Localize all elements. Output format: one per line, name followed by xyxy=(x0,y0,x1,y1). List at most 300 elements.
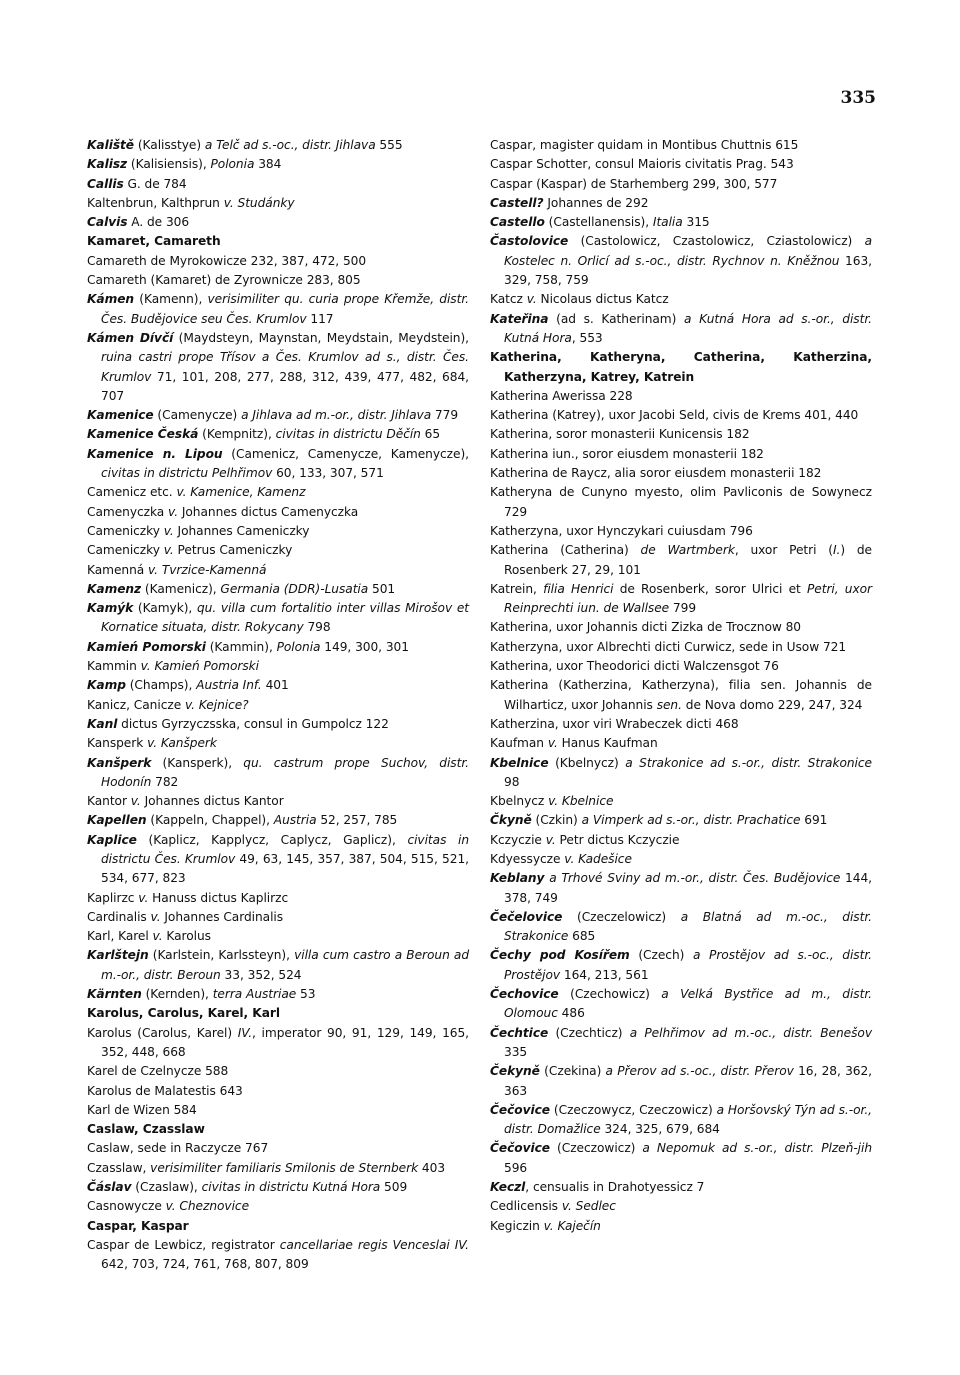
entry-text: Cedlicensis xyxy=(490,1199,562,1214)
index-entry xyxy=(490,406,872,425)
entry-text: 401 xyxy=(261,678,289,693)
index-entry xyxy=(490,445,872,464)
index-entry xyxy=(490,908,872,947)
entry-italic-text: Austria xyxy=(273,813,317,828)
entry-text: Hanus Kaufman xyxy=(557,736,658,751)
entry-italic-text: Polonia xyxy=(276,639,321,654)
entry-italic-text: a Strakonice ad s.-or., distr. Strakonice xyxy=(625,755,872,770)
entry-headword: Čkyně xyxy=(490,813,532,828)
entry-text: (Kammin), xyxy=(205,639,277,654)
entry-text: (Czech) xyxy=(629,948,693,963)
index-entry xyxy=(490,754,872,793)
index-entry xyxy=(490,213,872,232)
entry-italic-text: villa cum castro a Beroun ad m.-or., distr. Beroun xyxy=(101,948,470,982)
index-heading xyxy=(87,1217,469,1236)
index-entry xyxy=(490,1101,872,1140)
entry-text: 52, 257, 785 xyxy=(316,813,398,828)
entry-headword: Kamaret, Camareth xyxy=(87,234,221,249)
entry-text: (Czechticz) xyxy=(548,1025,630,1040)
entry-headword: Keblany xyxy=(490,871,545,886)
entry-headword: Kamýk xyxy=(87,601,134,616)
entry-text: Katrein, xyxy=(490,581,544,596)
index-entry xyxy=(490,1178,872,1197)
entry-text: Caspar de Lewbicz, registrator xyxy=(87,1237,280,1252)
entry-text: Johannes Cardinalis xyxy=(160,909,284,924)
index-entry xyxy=(490,1139,872,1178)
entry-text: 65 xyxy=(420,427,441,442)
entry-headword: Callis xyxy=(87,176,124,191)
index-entry xyxy=(490,1062,872,1101)
entry-headword: Kärnten xyxy=(87,987,142,1002)
entry-text: 685 xyxy=(568,929,596,944)
index-entry xyxy=(490,483,872,522)
entry-text: 798 xyxy=(303,620,331,635)
entry-text: Camenicz etc. xyxy=(87,485,177,500)
entry-italic-text: v. Kanšperk xyxy=(147,736,217,751)
entry-italic-text: qu. castrum prope Suchov, distr. Hodonín xyxy=(101,755,470,789)
index-entry xyxy=(490,618,872,637)
entry-text: Petrus Cameniczky xyxy=(173,543,293,558)
entry-text: dictus Gyrzyczsska, consul in Gumpolcz 122 xyxy=(117,716,389,731)
index-entry xyxy=(87,1101,469,1120)
entry-text: Katcz xyxy=(490,292,527,307)
entry-headword: Kbelnice xyxy=(490,755,549,770)
entry-text: (Kalisiensis), xyxy=(127,157,211,172)
entry-text: (Czechowicz) xyxy=(558,987,662,1002)
entry-text: 149, 300, 301 xyxy=(320,639,409,654)
entry-italic-text: v. Sedlec xyxy=(561,1199,616,1214)
entry-text: (Czaslaw), xyxy=(131,1180,202,1195)
entry-text: Kantor xyxy=(87,794,131,809)
index-entry xyxy=(490,425,872,444)
entry-headword: Kamenice xyxy=(87,408,154,423)
entry-text: Kdyessycze xyxy=(490,851,565,866)
index-entry xyxy=(87,561,469,580)
entry-text: Nicolaus dictus Katcz xyxy=(536,292,669,307)
entry-text: 642, 703, 724, 761, 768, 807, 809 xyxy=(101,1257,309,1272)
entry-italic-text: v. Kamień Pomorski xyxy=(140,659,260,674)
entry-text: Katheryna de Cunyno myesto, olim Pavliconis de Sowynecz 729 xyxy=(490,485,872,519)
entry-italic-text: a Kostelec n. Orlicí ad s.-oc., distr. Rychnov n. Kněžnou xyxy=(504,234,872,268)
entry-text: Petr dictus Kczyczie xyxy=(555,832,680,847)
entry-text: Hanuss dictus Kaplirzc xyxy=(148,890,289,905)
entry-headword: Karlštejn xyxy=(87,948,149,963)
entry-text: (Camenicz, Camenycze, Kamenycze), xyxy=(222,446,469,461)
index-entry xyxy=(87,1178,469,1197)
entry-headword: Kanšperk xyxy=(87,755,152,770)
entry-text: (Kempnitz), xyxy=(198,427,276,442)
index-entry xyxy=(490,175,872,194)
entry-text: 403 xyxy=(418,1160,446,1175)
entry-text: 782 xyxy=(151,774,179,789)
entry-headword: Castell? xyxy=(490,195,544,210)
entry-text: 71, 101, 208, 277, 288, 312, 439, 477, 482, 684, 707 xyxy=(101,369,469,403)
entry-italic-text: ruina castri prope Třísov a Čes. Krumlov ad s., distr. Čes. Krumlov xyxy=(101,350,469,384)
entry-text: 509 xyxy=(380,1180,408,1195)
entry-headword: Kamenz xyxy=(87,581,142,596)
index-entry xyxy=(490,464,872,483)
index-entry xyxy=(87,889,469,908)
entry-italic-text: IV. xyxy=(237,1025,253,1040)
entry-text: Karl de Wizen 584 xyxy=(87,1102,197,1117)
index-entry xyxy=(87,425,469,444)
entry-text: (Kernden), xyxy=(141,987,213,1002)
entry-text: 117 xyxy=(306,311,334,326)
entry-text: (Karlstein, Karlssteyn), xyxy=(148,948,295,963)
entry-italic-text: Petri, uxor Reinprechti iun. de Wallsee xyxy=(504,581,872,616)
index-heading xyxy=(87,1120,469,1139)
index-entry xyxy=(87,754,469,793)
index-entry xyxy=(87,1236,469,1275)
index-entry xyxy=(490,290,872,309)
entry-text: G. de 784 xyxy=(123,176,187,191)
index-entry xyxy=(87,1197,469,1216)
entry-text: , uxor Petri ( xyxy=(734,543,833,558)
index-entry xyxy=(490,985,872,1024)
entry-text: Johannes dictus Kantor xyxy=(140,794,284,809)
entry-headword: Kamenice n. Lipou xyxy=(87,446,223,461)
entry-headword: Kamp xyxy=(87,678,126,693)
entry-text: (Czekina) xyxy=(539,1064,606,1079)
entry-text: (Czkin) xyxy=(531,813,582,828)
entry-italic-text: sen. xyxy=(656,697,682,712)
entry-italic-text: a Prostějov ad s.-oc., distr. Prostějov xyxy=(504,948,873,982)
entry-text: Katherzyna, uxor Albrechti dicti Curwicz, sede in Usow 721 xyxy=(490,639,847,654)
entry-text: 384 xyxy=(254,157,282,172)
entry-italic-text: v. xyxy=(130,794,141,809)
entry-headword: Kaliště xyxy=(87,138,135,152)
entry-text: 33, 352, 524 xyxy=(220,967,302,982)
index-entry xyxy=(87,213,469,232)
entry-text: Kczyczie xyxy=(490,832,546,847)
entry-text: Caspar, magister quidam in Montibus Chuttnis 615 xyxy=(490,138,799,152)
entry-italic-text: v. xyxy=(163,543,174,558)
entry-text: (Kalisstye) xyxy=(134,138,205,152)
index-entry xyxy=(87,908,469,927)
entry-italic-text: Austria Inf. xyxy=(196,678,262,693)
index-entry xyxy=(87,1159,469,1178)
entry-headword: Castello xyxy=(490,215,545,230)
entry-headword: Čechtice xyxy=(490,1025,549,1040)
entry-text: Karolus xyxy=(162,929,211,944)
entry-text: 335 xyxy=(504,1044,528,1059)
entry-headword: Kamień Pomorski xyxy=(87,639,206,654)
index-entry xyxy=(490,310,872,349)
entry-text: (Czeczelowicz) xyxy=(562,909,681,924)
entry-headword: Čáslav xyxy=(87,1180,132,1195)
entry-italic-text: a Kutná Hora ad s.-or., distr. Kutná Hora xyxy=(504,311,872,345)
index-entry xyxy=(490,1217,872,1236)
entry-text: Caspar Schotter, consul Maioris civitatis Prag. 543 xyxy=(490,157,794,172)
entry-text: 315 xyxy=(682,215,710,230)
index-entry xyxy=(87,734,469,753)
entry-headword: Kámen Dívčí xyxy=(87,330,174,345)
entry-text: (Kansperk), xyxy=(151,755,244,770)
entry-text: de Rosenberk, soror Ulrici et xyxy=(613,581,807,596)
entry-text: A. de 306 xyxy=(127,215,190,230)
entry-text: (Champs), xyxy=(125,678,197,693)
entry-text: Katherina (Catherina) xyxy=(490,543,641,558)
index-entry xyxy=(87,445,469,484)
index-entry xyxy=(490,792,872,811)
entry-headword: Kamenice Česká xyxy=(87,427,199,442)
page-number: 335 xyxy=(840,88,876,108)
entry-italic-text: v. Kbelnice xyxy=(548,794,614,809)
index-entry xyxy=(490,715,872,734)
entry-italic-text: Italia xyxy=(652,215,683,230)
entry-text: Caslaw, sede in Raczycze 767 xyxy=(87,1141,269,1156)
entry-italic-text: v. xyxy=(150,909,161,924)
entry-text: Karolus (Carolus, Karel) xyxy=(87,1025,238,1040)
entry-headword: Čečovice xyxy=(490,1141,551,1156)
entry-text: Cameniczky xyxy=(87,543,164,558)
index-entry xyxy=(87,136,469,155)
entry-italic-text: v. xyxy=(152,929,163,944)
entry-text: Kamenná xyxy=(87,562,149,577)
index-entry xyxy=(87,946,469,985)
entry-text: Katherzyna, uxor Hynczykari cuiusdam 796 xyxy=(490,523,753,538)
entry-text: (ad s. Katherinam) xyxy=(548,311,684,326)
index-heading xyxy=(87,232,469,251)
entry-italic-text: v. Kadešice xyxy=(564,851,632,866)
entry-text: Johannes de 292 xyxy=(543,195,649,210)
entry-text: 691 xyxy=(800,813,828,828)
index-entry xyxy=(87,1139,469,1158)
entry-text: Kbelnycz xyxy=(490,794,549,809)
entry-italic-text: v. xyxy=(138,890,149,905)
entry-headword: Kámen xyxy=(87,292,135,307)
entry-text: (Kamyk), xyxy=(133,601,197,616)
entry-text: Katherina de Raycz, alia soror eiusdem monasterii 182 xyxy=(490,466,822,481)
index-entry xyxy=(490,541,872,580)
entry-italic-text: v. Kamenice, Kamenz xyxy=(176,485,306,500)
entry-italic-text: a Trhové Sviny ad m.-or., distr. Čes. Budějovice xyxy=(549,871,841,886)
index-entry xyxy=(87,599,469,638)
index-entry xyxy=(87,541,469,560)
entry-text: (Castellanensis), xyxy=(544,215,653,230)
index-entry xyxy=(87,715,469,734)
entry-text: Czasslaw, xyxy=(87,1160,151,1175)
entry-headword: Kalisz xyxy=(87,157,128,172)
index-entry xyxy=(87,252,469,271)
index-entry xyxy=(87,406,469,425)
entry-text: (Czeczowycz, Czeczowicz) xyxy=(550,1102,717,1117)
entry-headword: Kaplice xyxy=(87,832,137,847)
index-entry xyxy=(87,1024,469,1063)
entry-headword: Karolus, Carolus, Karel, Karl xyxy=(87,1006,280,1021)
index-entry xyxy=(490,850,872,869)
entry-text: Katherina, soror monasterii Kunicensis 182 xyxy=(490,427,750,442)
entry-text: Katherina, uxor Theodorici dicti Walczensgot 76 xyxy=(490,659,779,674)
entry-text: Casnowycze xyxy=(87,1199,166,1214)
entry-text: Karl, Karel xyxy=(87,929,153,944)
index-column-left xyxy=(87,136,469,1275)
index-entry xyxy=(87,831,469,889)
entry-italic-text: a Horšovský Týn ad s.-or., distr. Domažlice xyxy=(504,1102,872,1137)
entry-text: Johannes dictus Camenyczka xyxy=(178,504,359,519)
entry-text: , 553 xyxy=(571,330,603,345)
entry-text: Katherina (Katrey), uxor Jacobi Seld, civis de Krems 401, 440 xyxy=(490,408,859,423)
entry-text: 555 xyxy=(375,138,403,152)
entry-text: ) de Rosenberk 27, 29, 101 xyxy=(504,543,872,577)
entry-text: (Maydsteyn, Maynstan, Meydstain, Meydstein), xyxy=(173,330,469,345)
index-entry xyxy=(87,927,469,946)
entry-text: de Nova domo 229, 247, 324 xyxy=(681,697,863,712)
entry-text: 486 xyxy=(557,1006,585,1021)
entry-text: Kaufman xyxy=(490,736,548,751)
entry-italic-text: filia Henrici xyxy=(543,581,614,596)
entry-italic-text: v. Kejnice? xyxy=(184,697,249,712)
index-entry xyxy=(87,580,469,599)
index-entry xyxy=(87,676,469,695)
entry-text: Karolus de Malatestis 643 xyxy=(87,1083,243,1098)
entry-text: Katherina (Katherzina, Katherzyna), filia sen. Johannis de Wilharticz, uxor Johannis xyxy=(490,678,872,712)
index-entry xyxy=(87,175,469,194)
entry-italic-text: v. Tvrzice-Kamenná xyxy=(148,562,267,577)
entry-headword: Keczl xyxy=(490,1180,526,1195)
entry-italic-text: v. xyxy=(163,523,174,538)
index-entry xyxy=(490,869,872,908)
index-entry xyxy=(490,194,872,213)
entry-text: Katherina iun., soror eiusdem monasterii 182 xyxy=(490,446,764,461)
entry-headword: Čekyně xyxy=(490,1064,540,1079)
entry-text: Kammin xyxy=(87,659,141,674)
entry-text: Johannes Cameniczky xyxy=(173,523,310,538)
entry-text: (Kamenn), xyxy=(134,292,208,307)
index-entry xyxy=(87,503,469,522)
entry-headword: Kanl xyxy=(87,716,118,731)
index-entry xyxy=(87,792,469,811)
entry-text: 98 xyxy=(504,774,520,789)
entry-italic-text: de Wartmberk xyxy=(640,543,735,558)
index-entry xyxy=(490,136,872,155)
index-entry xyxy=(490,155,872,174)
index-entry xyxy=(490,522,872,541)
index-entry xyxy=(87,329,469,406)
entry-text: (Kappeln, Chappel), xyxy=(146,813,274,828)
entry-italic-text: civitas in districtu Pelhřimov xyxy=(101,466,273,481)
entry-italic-text: Germania (DDR)-Lusatia xyxy=(220,581,369,596)
index-heading xyxy=(87,1004,469,1023)
entry-headword: Čečovice xyxy=(490,1102,551,1117)
entry-text: 596 xyxy=(504,1160,528,1175)
entry-italic-text: I. xyxy=(832,543,841,558)
entry-italic-text: a Blatná ad m.-oc., distr. Strakonice xyxy=(504,909,872,944)
entry-text: Kansperk xyxy=(87,736,148,751)
entry-headword: Kapellen xyxy=(87,813,147,828)
entry-italic-text: civitas in districtu Kutná Hora xyxy=(201,1180,381,1195)
entry-headword: Čechy pod Kosířem xyxy=(490,948,630,963)
index-entry xyxy=(87,155,469,174)
entry-text: Kegiczin xyxy=(490,1218,544,1233)
entry-text: Katherina Awerissa 228 xyxy=(490,388,633,403)
index-entry xyxy=(87,657,469,676)
entry-text: (Camenycze) xyxy=(153,408,242,423)
entry-headword: Calvis xyxy=(87,215,128,230)
entry-italic-text: v. Studánky xyxy=(223,195,295,210)
index-entry xyxy=(87,638,469,657)
entry-italic-text: verisimiliter familiaris Smilonis de Sternberk xyxy=(150,1160,419,1175)
index-entry xyxy=(490,676,872,715)
entry-text: (Kamenicz), xyxy=(141,581,221,596)
entry-text: (Czeczowicz) xyxy=(550,1141,643,1156)
entry-italic-text: v. xyxy=(545,832,556,847)
entry-headword: Caslaw, Czasslaw xyxy=(87,1122,205,1137)
entry-italic-text: a Přerov ad s.-oc., distr. Přerov xyxy=(605,1064,794,1079)
index-entry xyxy=(87,290,469,329)
entry-text: (Castolowicz, Czastolowicz, Cziastolowicz) xyxy=(568,234,865,249)
index-entry xyxy=(490,811,872,830)
entry-italic-text: a Velká Bystřice ad m., distr. Olomouc xyxy=(504,987,872,1021)
entry-italic-text: a Pelhřimov ad m.-oc., distr. Benešov xyxy=(629,1025,872,1040)
entry-italic-text: v. xyxy=(526,292,537,307)
entry-italic-text: a Telč ad s.-oc., distr. Jihlava xyxy=(204,138,376,152)
entry-text: 53 xyxy=(296,987,316,1002)
entry-text: Cardinalis xyxy=(87,909,151,924)
entry-headword: Kateřina xyxy=(490,311,549,326)
entry-text: 799 xyxy=(669,601,697,616)
index-entry xyxy=(490,580,872,619)
entry-italic-text: terra Austriae xyxy=(212,987,297,1002)
index-entry xyxy=(87,271,469,290)
entry-headword: Čechovice xyxy=(490,987,559,1002)
index-entry xyxy=(87,985,469,1004)
index-entry xyxy=(87,1082,469,1101)
index-entry xyxy=(490,387,872,406)
index-entry xyxy=(87,483,469,502)
index-entry xyxy=(490,1197,872,1216)
entry-italic-text: a Vimperk ad s.-or., distr. Prachatice xyxy=(581,813,801,828)
entry-text: Kaltenbrun, Kalthprun xyxy=(87,195,224,210)
index-entry xyxy=(490,232,872,290)
index-entry xyxy=(490,1024,872,1063)
entry-text: 49, 63, 145, 357, 387, 504, 515, 521, 534, 677, 823 xyxy=(101,851,469,886)
entry-italic-text: v. xyxy=(168,504,179,519)
entry-italic-text: a Nepomuk ad s.-or., distr. Plzeň-jih xyxy=(642,1141,872,1156)
entry-text: Camareth de Myrokowicze 232, 387, 472, 500 xyxy=(87,253,367,268)
entry-italic-text: civitas in districtu Čes. Krumlov xyxy=(101,832,469,866)
index-entry xyxy=(87,811,469,830)
entry-text: 60, 133, 307, 571 xyxy=(272,466,384,481)
index-heading xyxy=(490,348,872,387)
index-entry xyxy=(87,194,469,213)
entry-text: , censualis in Drahotyessicz 7 xyxy=(525,1180,705,1195)
entry-text: (Kbelnycz) xyxy=(548,755,626,770)
entry-text: 164, 213, 561 xyxy=(560,967,649,982)
entry-headword: Častolovice xyxy=(490,234,569,249)
entry-text: (Kaplicz, Kapplycz, Caplycz, Gaplicz), xyxy=(136,832,408,847)
entry-text: Kanicz, Canicze xyxy=(87,697,185,712)
entry-text: , imperator 90, 91, 129, 149, 165, 352, 448, 668 xyxy=(101,1025,470,1059)
entry-text: Camareth (Kamaret) de Zyrownicze 283, 805 xyxy=(87,273,361,288)
entry-italic-text: qu. villa cum fortalitio inter villas Mirošov et Kornatice situata, distr. Rokycany xyxy=(101,601,469,635)
entry-text: Katherzina, uxor viri Wrabeczek dicti 468 xyxy=(490,716,739,731)
index-entry xyxy=(490,638,872,657)
entry-headword: Caspar, Kaspar xyxy=(87,1218,189,1233)
entry-text: Karel de Czelnycze 588 xyxy=(87,1064,229,1079)
entry-text: Cameniczky xyxy=(87,523,164,538)
index-entry xyxy=(87,1062,469,1081)
entry-text: Kaplirzc xyxy=(87,890,139,905)
index-entry xyxy=(490,657,872,676)
index-entry xyxy=(87,696,469,715)
entry-text: 16, 28, 362, 363 xyxy=(504,1064,873,1098)
entry-italic-text: v. Kaječín xyxy=(543,1218,601,1233)
entry-text: 324, 325, 679, 684 xyxy=(600,1122,720,1137)
entry-italic-text: verisimiliter qu. curia prope Křemže, distr. Čes. Budějovice seu Čes. Krumlov xyxy=(101,292,469,326)
entry-text: 501 xyxy=(368,581,396,596)
index-entry xyxy=(87,522,469,541)
